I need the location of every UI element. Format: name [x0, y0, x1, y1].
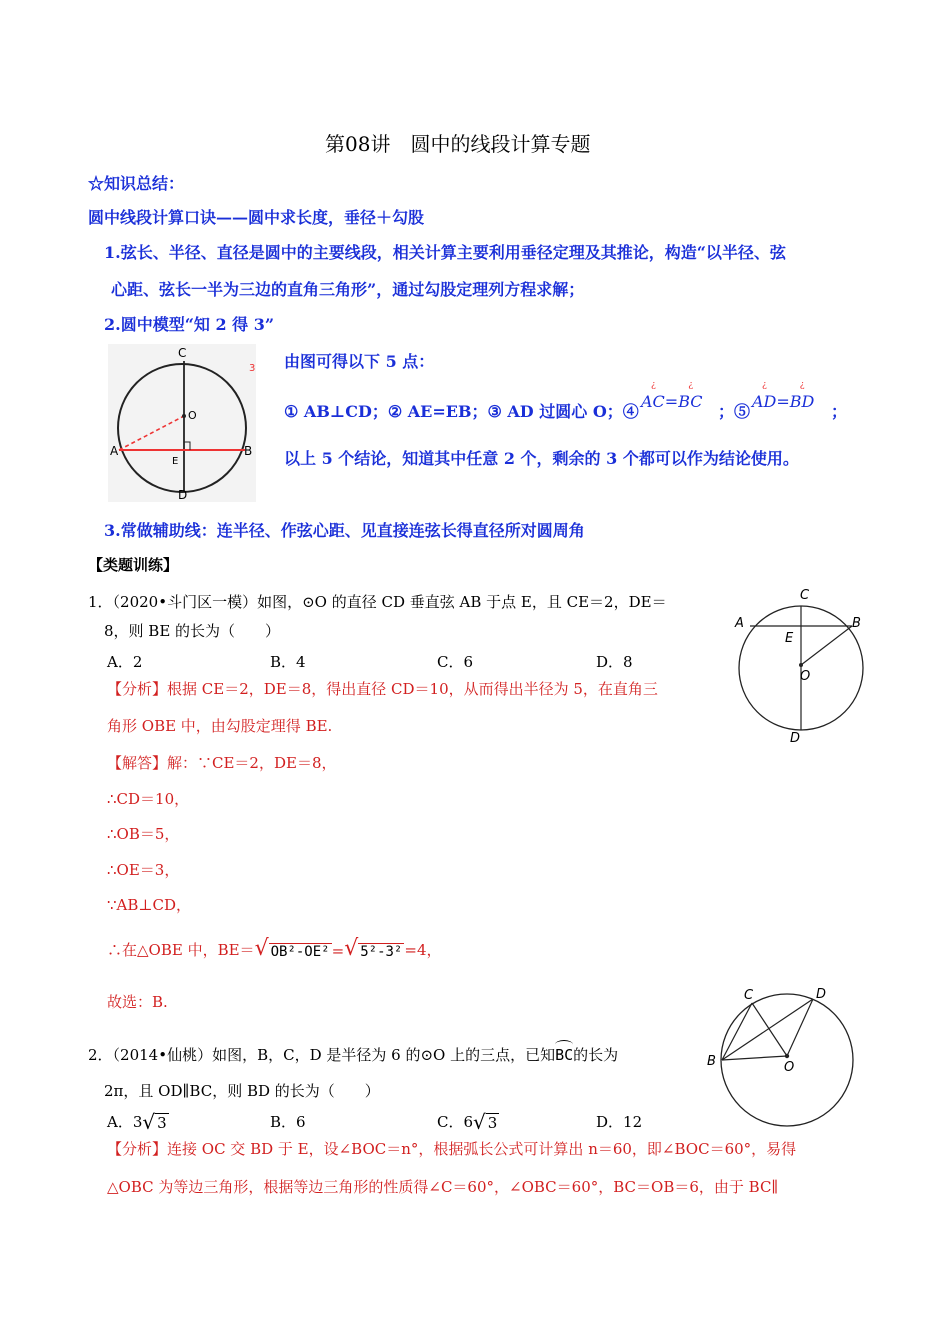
summary-heading: ☆知识总结：: [88, 174, 185, 193]
model-figure: [108, 344, 256, 502]
sqrt-sign-1: √: [254, 936, 269, 961]
model-points: ① AB⊥CD；② AE=EB；③ AD 过圆心 O；④: [284, 402, 639, 421]
sqrt-radicand-1: OB²-OE²: [270, 944, 330, 960]
q2-center: [785, 1054, 789, 1058]
eq-sign-1: =: [664, 392, 679, 411]
q1-option-c: C．6: [437, 653, 474, 671]
q1-analysis2: 角形 OBE 中，由勾股定理得 BE.: [107, 717, 333, 735]
q1-step5-prefix: ∴在△OBE 中，BE＝: [107, 941, 255, 959]
q2-option-d: D．12: [596, 1113, 643, 1131]
q2-line1: [88, 1044, 618, 1065]
arc-ac: [641, 380, 665, 411]
point2-heading: 2.圆中模型“知 2 得 3”: [104, 315, 275, 334]
q2-label-c: C: [744, 988, 754, 1003]
arc-equality-1: [641, 380, 703, 411]
q1-option-d: D．8: [596, 653, 633, 671]
page-title: 第08讲 圆中的线段计算专题: [325, 132, 591, 156]
q2-figure: [700, 984, 860, 1132]
q2-option-c-radicand: 3: [487, 1114, 498, 1132]
q2-option-a-sqrt: √: [142, 1110, 156, 1134]
label-e: E: [172, 456, 179, 467]
q2-arc-bc: [555, 1046, 573, 1064]
q2-label-b: B: [707, 1054, 716, 1069]
model-conclusion: 以上 5 个结论，知道其中任意 2 个，剩余的 3 个都可以作为结论使用。: [284, 449, 799, 468]
arc-bd-label: BD: [789, 392, 815, 411]
semicolon: ；: [831, 402, 848, 421]
q2-label-d: D: [816, 987, 827, 1002]
q2-analysis1: 【分析】连接 OC 交 BD 于 E，设∠BOC＝n°，根据弧长公式可计算出 n＝60，即∠BOC＝60°，易得: [107, 1140, 797, 1158]
sqrt-radicand-2: 5²-3²: [360, 944, 403, 960]
arc-bc: [678, 380, 703, 411]
sep-five: ；⑤: [718, 402, 751, 421]
q2-option-a: [107, 1111, 169, 1132]
q1-eq: =: [331, 942, 345, 960]
q1-step5-suffix: =4，: [404, 941, 442, 959]
q2-option-a-text: A．3: [107, 1113, 143, 1131]
formula-line: 圆中线段计算口诀——圆中求长度，垂径＋勾股: [88, 208, 425, 227]
arc-bc-label: BC: [678, 392, 703, 411]
model-intro: 由图可得以下 5 点：: [284, 352, 435, 371]
label-b: B: [244, 444, 253, 458]
q1-step5: [107, 938, 442, 960]
center-point: [182, 414, 186, 418]
arc-bd: [789, 380, 815, 411]
q2-line2: 2π，且 OD∥BC，则 BD 的长为（ ）: [104, 1082, 380, 1100]
q2-option-a-radicand: 3: [157, 1114, 167, 1132]
arc-ad: [752, 380, 777, 411]
q2-option-c: [437, 1111, 499, 1132]
point3: 3.常做辅助线：连半径、作弦心距、见直接连弦长得直径所对圆周角: [104, 521, 585, 540]
q2-radius-ob: [722, 1056, 787, 1060]
arc-ad-label: AD: [752, 392, 777, 411]
q1-solution: 【解答】解：∵CE＝2，DE＝8，: [107, 754, 337, 772]
q1-label-o: O: [800, 669, 811, 684]
q2-label-o: O: [784, 1060, 795, 1075]
q2-option-c-text: C．6: [437, 1113, 474, 1131]
q2-line1-b: 的长为: [573, 1046, 619, 1064]
q2-option-c-sqrt: √: [473, 1110, 486, 1134]
q1-option-a: A．2: [107, 653, 143, 671]
q1-label-b: B: [852, 616, 861, 631]
arc-mark-ad: ¿: [762, 380, 767, 390]
q2-option-b: B．6: [270, 1113, 306, 1131]
training-heading: 【类题训练】: [88, 556, 179, 574]
q1-label-a: A: [735, 616, 744, 631]
q1-step1: ∴CD＝10，: [107, 790, 190, 808]
label-corner: 3: [249, 363, 256, 374]
q1-step3: ∴OE＝3，: [107, 861, 180, 879]
q1-radius-ob: [801, 626, 852, 665]
label-d: D: [178, 488, 188, 502]
arc-mark-bd: ¿: [799, 380, 805, 390]
eq-sign-2: =: [776, 392, 790, 411]
q1-label-c: C: [800, 588, 810, 603]
q1-choice: 故选：B.: [107, 993, 168, 1011]
arc-mark-bc: ¿: [688, 380, 694, 390]
point1-line2: 心距、弦长一半为三边的直角三角形”，通过勾股定理列方程求解；: [111, 280, 585, 299]
arc-mark-ac: ¿: [651, 380, 656, 390]
q2-radius-oc: [752, 1003, 787, 1056]
q1-option-b: B．4: [270, 653, 306, 671]
label-c: C: [178, 346, 187, 360]
figure-background: [108, 344, 256, 502]
arc-equality-2: [752, 380, 815, 411]
q1-figure: [730, 582, 870, 744]
label-a: A: [110, 444, 119, 458]
q2-arc-label: BC: [555, 1046, 574, 1064]
q1-analysis1: 【分析】根据 CE＝2，DE＝8，得出直径 CD＝10，从而得出半径为 5，在直角三: [107, 680, 658, 698]
q2-analysis2: △OBC 为等边三角形，根据等边三角形的性质得∠C＝60°，∠OBC＝60°，BC＝OB＝6，由于 BC∥: [107, 1178, 779, 1196]
arc-ac-label: AC: [641, 392, 665, 411]
label-o: O: [188, 409, 197, 422]
q1-label-e: E: [785, 631, 794, 646]
q1-label-d: D: [790, 731, 801, 744]
q2-arc-cap: [555, 1040, 573, 1049]
q1-step2: ∴OB＝5，: [107, 825, 180, 843]
q1-line1: 1．（2020•斗门区一模）如图，⊙O 的直径 CD 垂直弦 AB 于点 E，且 CE＝2，DE＝: [88, 593, 667, 611]
q1-center: [799, 663, 803, 667]
point1-line1: 1.弦长、半径、直径是圆中的主要线段，相关计算主要利用垂径定理及其推论，构造“以半径、弦: [104, 243, 786, 262]
sqrt-sign-2: √: [344, 936, 359, 961]
q2-chord-bc: [722, 1003, 752, 1060]
q1-step4: ∵AB⊥CD，: [107, 896, 192, 914]
q2-line1-a: 2．（2014•仙桃）如图，B，C，D 是半径为 6 的⊙O 上的三点，已知: [88, 1046, 556, 1064]
q1-line2: 8，则 BE 的长为（ ）: [104, 622, 281, 640]
